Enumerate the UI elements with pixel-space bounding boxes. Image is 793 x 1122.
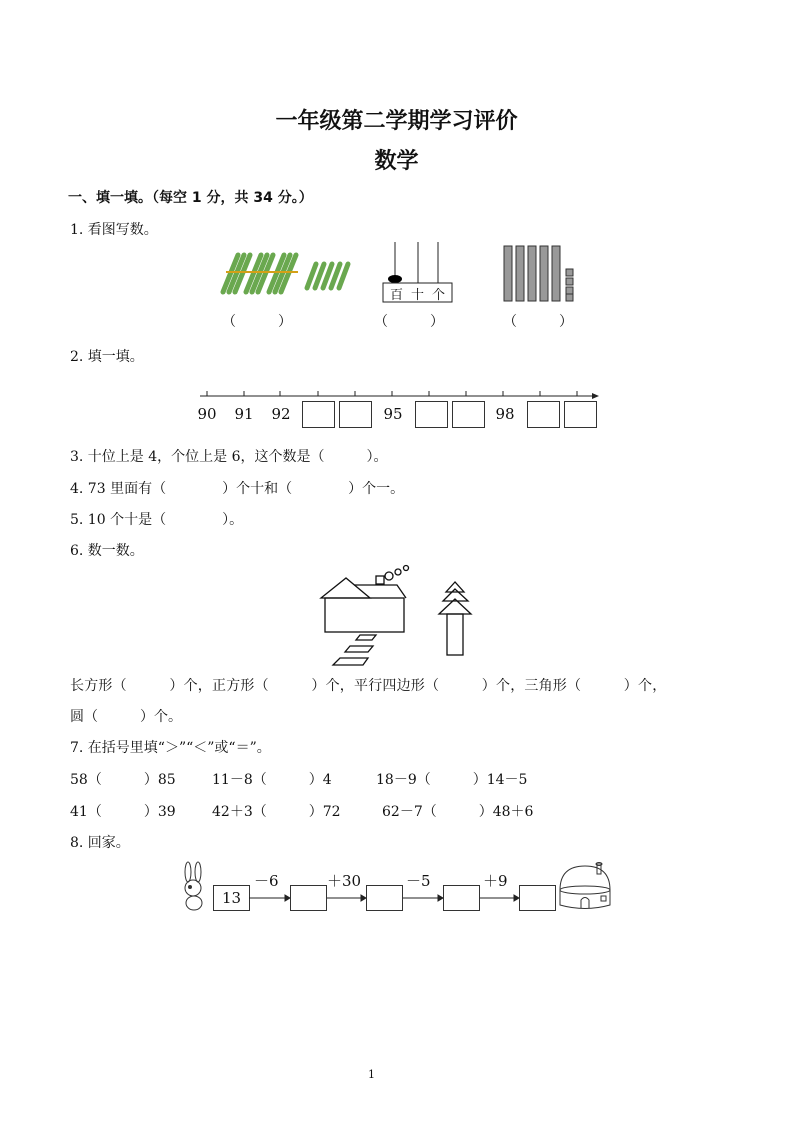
q4-text: 4. 73 里面有（ ）个十和（ ）个一。	[70, 481, 405, 497]
answer-blank-cubes[interactable]: （ ）	[503, 314, 573, 330]
abacus-label-ones: 个	[432, 288, 454, 303]
q6-prompt: 6. 数一数。	[70, 543, 144, 559]
op-label: －5	[406, 872, 431, 890]
compare-item: 58（ ）85	[70, 772, 176, 788]
q7-row2	[70, 801, 533, 821]
abacus-label-hundreds: 百	[390, 288, 412, 303]
home-icon	[557, 860, 615, 912]
q3-text: 3. 十位上是 4，个位上是 6，这个数是（ ）。	[70, 449, 388, 465]
compare-item: 42＋3（ ）72	[212, 804, 341, 820]
answer-box[interactable]	[519, 885, 556, 911]
answer-blank-sticks[interactable]: （ ）	[222, 314, 292, 330]
q7-row1	[70, 769, 527, 789]
answer-box[interactable]	[339, 401, 372, 428]
answer-box[interactable]	[290, 885, 327, 911]
answer-blank-abacus[interactable]: （ ）	[374, 314, 444, 330]
op-label: ＋9	[483, 872, 508, 890]
answer-box[interactable]	[366, 885, 403, 911]
answer-box[interactable]	[452, 401, 485, 428]
abacus-label-tens: 十	[411, 288, 433, 303]
q6-answer-line1: 长方形（ ）个，正方形（ ）个，平行四边形（ ）个，三角形（ ）个，	[70, 678, 667, 694]
answer-box[interactable]	[527, 401, 560, 428]
answer-box[interactable]	[415, 401, 448, 428]
answer-box[interactable]	[564, 401, 597, 428]
compare-item: 62－7（ ）48＋6	[382, 804, 534, 820]
op-label: ＋30	[327, 872, 362, 890]
q6-answer-line2: 圆（ ）个。	[70, 709, 182, 725]
sticks-bundle-illustration	[218, 250, 358, 300]
number-label: 92	[271, 405, 291, 423]
answer-box[interactable]	[443, 885, 480, 911]
number-label: 95	[383, 405, 403, 423]
q1-prompt: 1. 看图写数。	[70, 222, 158, 238]
rabbit-icon	[180, 860, 210, 912]
op-label: －6	[254, 872, 279, 890]
number-line	[196, 388, 600, 402]
cubes-illustration	[502, 244, 577, 304]
number-label: 98	[495, 405, 515, 423]
page-number: 1	[368, 1068, 375, 1081]
compare-item: 11－8（ ）4	[212, 772, 332, 788]
q7-prompt: 7. 在括号里填“＞”“＜”或“＝”。	[70, 740, 271, 756]
q5-text: 5. 10 个十是（ ）。	[70, 512, 244, 528]
start-value-box: 13	[213, 885, 250, 911]
abacus-labels	[390, 284, 453, 303]
number-label: 90	[197, 405, 217, 423]
q8-prompt: 8. 回家。	[70, 835, 130, 851]
q2-prompt: 2. 填一填。	[70, 349, 144, 365]
subject-title: 数学	[374, 149, 419, 174]
number-label: 91	[234, 405, 254, 423]
compare-item: 41（ ）39	[70, 804, 176, 820]
page-title: 一年级第二学期学习评价	[275, 109, 518, 134]
compare-item: 18－9（ ）14－5	[376, 772, 528, 788]
answer-box[interactable]	[302, 401, 335, 428]
section-heading: 一、填一填。（每空 1 分，共 34 分。）	[68, 190, 313, 206]
house-tree-shapes-illustration	[318, 562, 478, 670]
